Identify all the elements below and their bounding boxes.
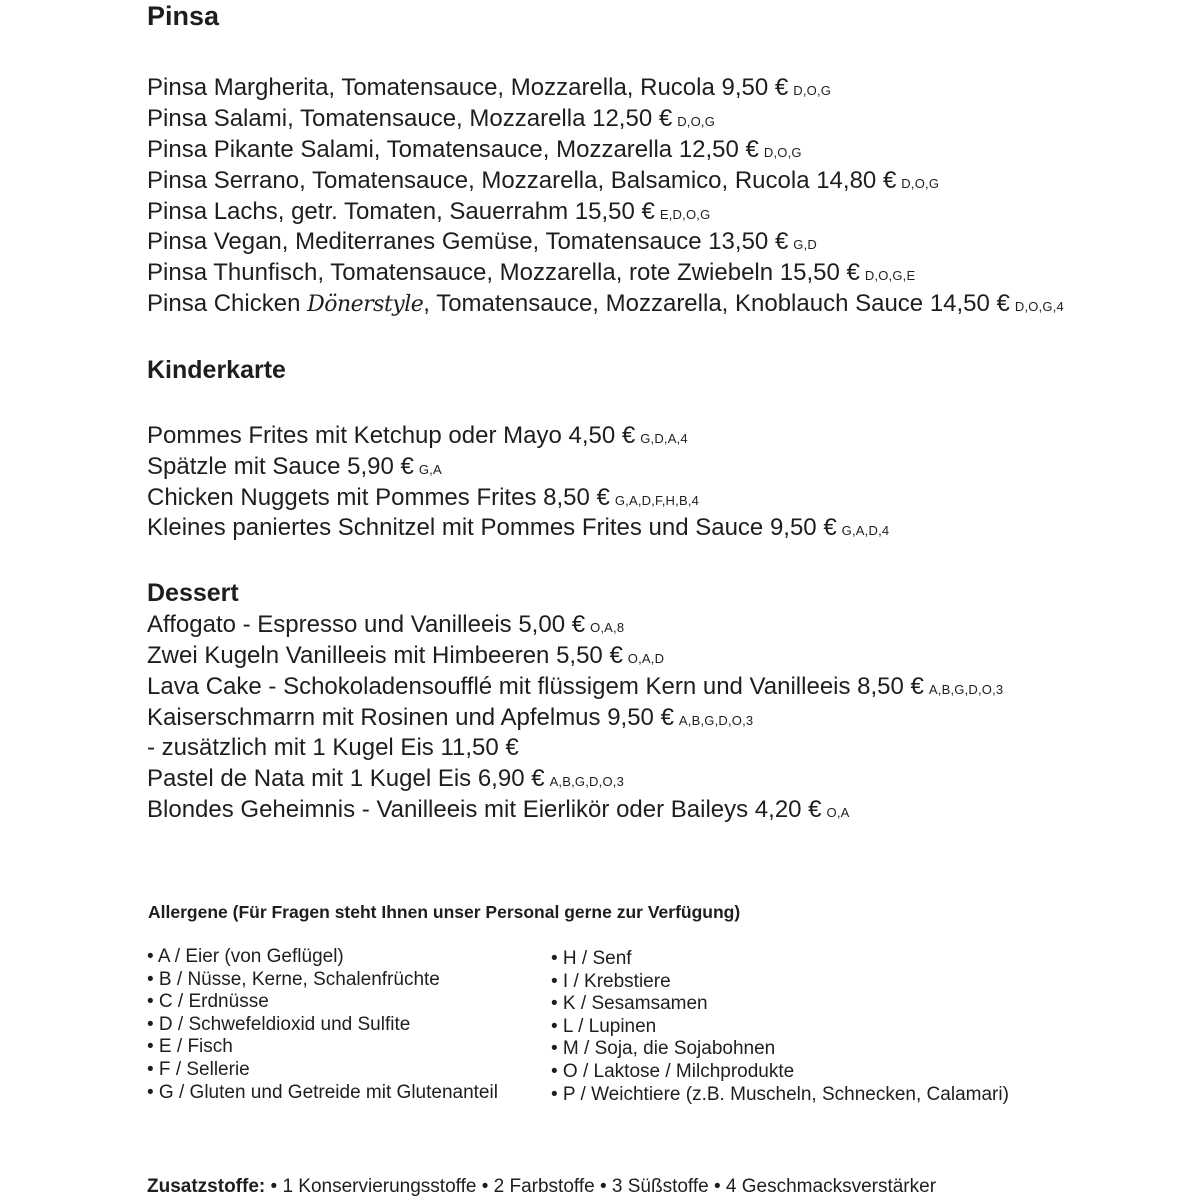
item-text: Pinsa Pikante Salami, Tomatensauce, Mozzarella 12,50 € <box>147 136 759 163</box>
section-title-pinsa: Pinsa <box>147 1 220 31</box>
list-item: • L / Lupinen <box>551 1015 657 1037</box>
item-text: Pinsa Thunfisch, Tomatensauce, Mozzarella, rote Zwiebeln 15,50 € <box>147 259 860 286</box>
allergen-codes: G,A <box>418 462 442 477</box>
item-text: Pinsa Chicken <box>147 290 308 317</box>
item-text: Kleines paniertes Schnitzel mit Pommes Frites und Sauce 9,50 € <box>147 514 837 541</box>
list-item: • E / Fisch <box>147 1036 233 1058</box>
section-title-dessert: Dessert <box>147 579 239 607</box>
script-word: Dönerstyle <box>307 292 424 317</box>
list-item: • K / Sesamsamen <box>551 993 708 1015</box>
allergen-codes: D,O,G <box>763 145 802 160</box>
allergen-codes: G,D,A,4 <box>640 431 688 446</box>
allergen-codes: D,O,G,E <box>864 268 916 283</box>
menu-item <box>147 512 889 546</box>
additives-text: • 1 Konservierungsstoffe • 2 Farbstoffe • 3 Süßstoffe • 4 Geschmacksverstärker <box>265 1176 937 1197</box>
menu-item <box>147 794 850 828</box>
list-item: • A / Eier (von Geflügel) <box>147 946 344 967</box>
menu-item <box>147 609 624 643</box>
menu-item <box>147 134 802 168</box>
item-text: Pinsa Serrano, Tomatensauce, Mozzarella, Balsamico, Rucola 14,80 € <box>147 167 897 194</box>
menu-item <box>147 165 939 199</box>
allergen-codes: O,A,D <box>627 651 665 666</box>
allergen-list-left <box>147 946 498 1104</box>
item-text: Pinsa Margherita, Tomatensauce, Mozzarella, Rucola 9,50 € <box>147 74 789 101</box>
item-text: Pinsa Vegan, Mediterranes Gemüse, Tomatensauce 13,50 € <box>147 228 789 255</box>
menu-item <box>147 671 1003 705</box>
allergen-codes: D,O,G <box>677 114 716 129</box>
allergen-codes: D,O,G <box>901 176 940 191</box>
menu-item <box>147 196 710 230</box>
allergen-codes: D,O,G,4 <box>1014 299 1064 314</box>
list-item: • F / Sellerie <box>147 1058 250 1080</box>
item-text: - zusätzlich mit 1 Kugel Eis 11,50 € <box>147 734 519 761</box>
menu-item <box>147 72 831 106</box>
menu-item <box>147 103 715 137</box>
allergen-codes: A,B,G,D,O,3 <box>928 682 1004 697</box>
menu-item <box>147 257 915 291</box>
list-item: • M / Soja, die Sojabohnen <box>551 1038 776 1060</box>
menu-item <box>147 732 519 763</box>
allergen-codes: G,D <box>793 237 818 252</box>
item-text: Pinsa Salami, Tomatensauce, Mozzarella 12,50 € <box>147 105 673 132</box>
item-text: Lava Cake - Schokoladensoufflé mit flüssigem Kern und Vanilleeis 8,50 € <box>147 673 924 700</box>
allergen-heading: Allergene (Für Fragen steht Ihnen unser Personal gerne zur Verfügung) <box>148 902 741 922</box>
allergen-codes: A,B,G,D,O,3 <box>549 774 625 789</box>
allergen-codes: D,O,G <box>793 83 832 98</box>
allergen-codes: A,B,G,D,O,3 <box>678 713 754 728</box>
item-text: , Tomatensauce, Mozzarella, Knoblauch Sauce 14,50 € <box>423 290 1010 317</box>
list-item: • I / Krebstiere <box>551 970 671 992</box>
item-text: Affogato - Espresso und Vanilleeis 5,00 € <box>147 611 586 638</box>
item-text: Zwei Kugeln Vanilleeis mit Himbeeren 5,50 € <box>147 642 623 669</box>
menu-item <box>147 482 699 516</box>
additives-line <box>147 1174 936 1200</box>
list-item: • P / Weichtiere (z.B. Muscheln, Schnecken, Calamari) <box>551 1083 1009 1105</box>
allergen-codes: O,A,8 <box>590 620 625 635</box>
menu-item <box>147 640 664 674</box>
menu-item <box>147 763 624 797</box>
list-item: • D / Schwefeldioxid und Sulfite <box>147 1013 411 1035</box>
item-text: Pommes Frites mit Ketchup oder Mayo 4,50 € <box>147 422 636 449</box>
item-text: Kaiserschmarrn mit Rosinen und Apfelmus 9,50 € <box>147 704 674 731</box>
item-text: Blondes Geheimnis - Vanilleeis mit Eierlikör oder Baileys 4,20 € <box>147 796 822 823</box>
list-item: • C / Erdnüsse <box>147 991 269 1013</box>
menu-item <box>147 226 817 260</box>
additives-label: Zusatzstoffe: <box>147 1176 266 1197</box>
allergen-list-right <box>551 948 1009 1106</box>
item-text: Pastel de Nata mit 1 Kugel Eis 6,90 € <box>147 765 545 792</box>
allergen-codes: G,A,D,4 <box>841 523 890 538</box>
list-item: • G / Gluten und Getreide mit Glutenanteil <box>147 1081 498 1103</box>
allergen-codes: O,A <box>826 805 850 820</box>
item-text: Pinsa Lachs, getr. Tomaten, Sauerrahm 15,50 € <box>147 198 655 225</box>
list-item: • H / Senf <box>551 948 632 969</box>
list-item: • O / Laktose / Milchprodukte <box>551 1060 795 1082</box>
list-item: • B / Nüsse, Kerne, Schalenfrüchte <box>147 968 440 990</box>
menu-item <box>147 451 442 485</box>
menu-item-chicken <box>147 288 1064 322</box>
section-title-kinderkarte: Kinderkarte <box>147 356 286 384</box>
item-text: Chicken Nuggets mit Pommes Frites 8,50 € <box>147 484 610 511</box>
menu-item <box>147 420 688 454</box>
allergen-codes: G,A,D,F,H,B,4 <box>614 493 700 508</box>
item-text: Spätzle mit Sauce 5,90 € <box>147 453 414 480</box>
allergen-codes: E,D,O,G <box>659 207 711 222</box>
menu-item <box>147 702 753 736</box>
